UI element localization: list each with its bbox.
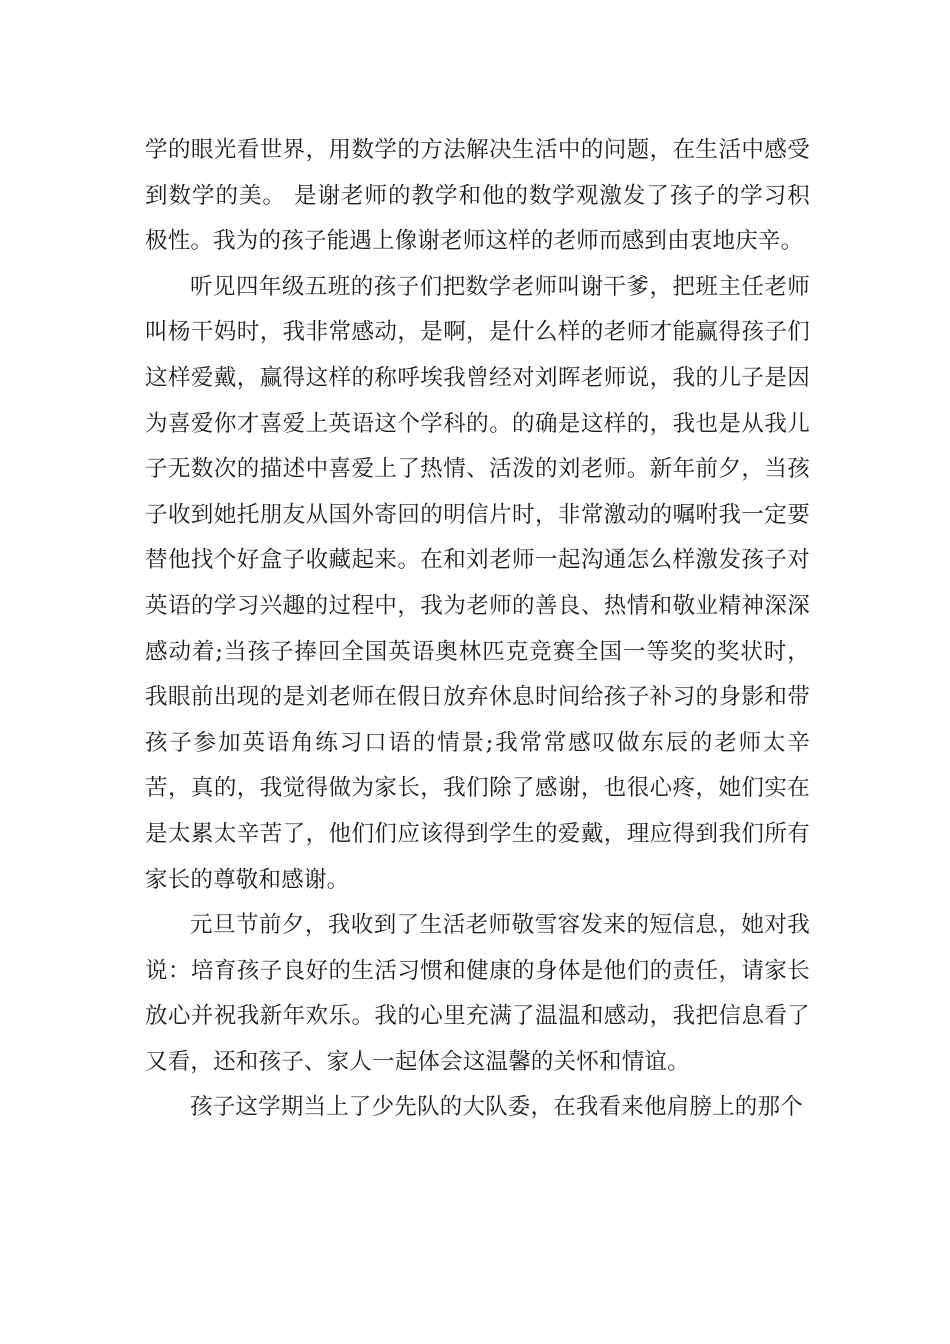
document-body — [145, 128, 810, 1131]
paragraph-teachers-nicknames: 听见四年级五班的孩子们把数学老师叫谢干爹，把班主任老师叫杨干妈时，我非常感动，是啊，是什么样的老师才能赢得孩子们这样爱戴，赢得这样的称呼埃我曾经对刘晖老师说，我的儿子是因为喜爱你才喜爱上英语这个学科的。的确是这样的，我也是从我儿子无数次的描述中喜爱上了热情、活泼的刘老师。新年前夕，当孩子收到她托朋友从国外寄回的明信片时，非常激动的嘱咐我一定要替他找个好盒子收藏起来。在和刘老师一起沟通怎么样激发孩子对英语的学习兴趣的过程中，我为老师的善良、热情和敬业精神深深感动着;当孩子捧回全国英语奥林匹克竞赛全国一等奖的奖状时，我眼前出现的是刘老师在假日放弃休息时间给孩子补习的身影和带孩子参加英语角练习口语的情景;我常常感叹做东辰的老师太辛苦，真的，我觉得做为家长，我们除了感谢，也很心疼，她们实在是太累太辛苦了，他们们应该得到学生的爱戴，理应得到我们所有家长的尊敬和感谢。 — [145, 273, 810, 893]
paragraph-new-year-message: 元旦节前夕，我收到了生活老师敬雪容发来的短信息，她对我说：培育孩子良好的生活习惯和健康的身体是他们的责任，请家长放心并祝我新年欢乐。我的心里充满了温温和感动，我把信息看了又看，还和孩子、家人一起体会这温馨的关怀和情谊。 — [145, 912, 810, 1075]
paragraph-continued: 学的眼光看世界，用数学的方法解决生活中的问题，在生活中感受到数学的美。 是谢老师的教学和他的数学观激发了孩子的学习积极性。我为的孩子能遇上像谢老师这样的老师而感到由衷地庆辛。 — [145, 137, 810, 255]
paragraph-student-council: 孩子这学期当上了少先队的大队委，在我看来他肩膀上的那个 — [190, 1094, 803, 1121]
